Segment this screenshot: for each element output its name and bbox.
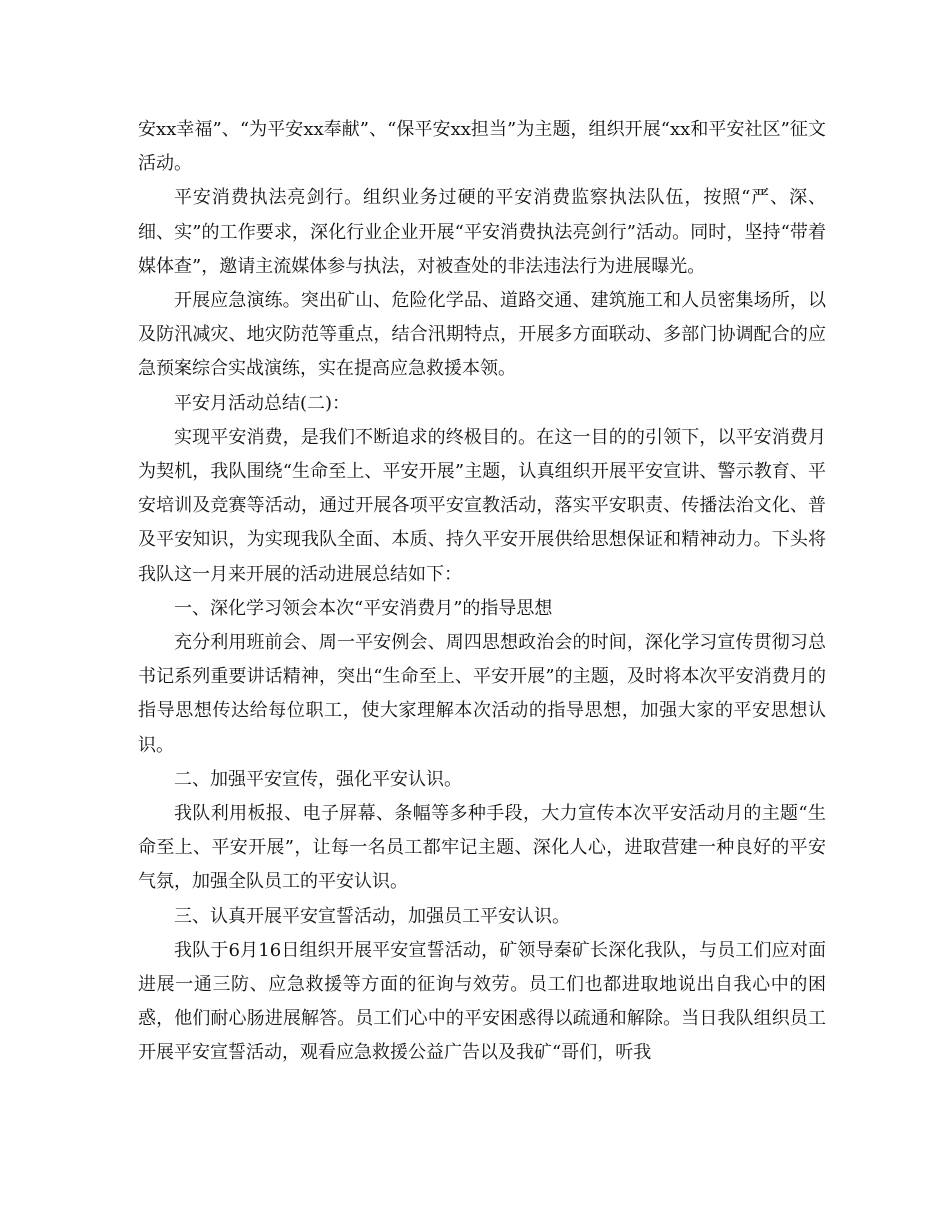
- paragraph-introduction: 实现平安消费，是我们不断追求的终极目的。在这一目的的引领下，以平安消费月为契机，我队围绕“生命至上、平安开展”主题，认真组织开展平安宣讲、警示教育、平安培训及竞赛等活动，通过开展各项平安宣教活动，落实平安职责、传播法治文化、普及平安知识，为实现我队全面、本质、持久平安开展供给思想保证和精神动力。下头将我队这一月来开展的活动进展总结如下：: [138, 426, 826, 585]
- paragraph-oath-activity: 我队于6月16日组织开展平安宣誓活动，矿领导秦矿长深化我队，与员工们应对面进展一通三防、应急救援等方面的征询与效劳。员工们也都进取地说出自我心中的困惑，他们耐心肠进展解答。员工们心中的平安困惑得以疏通和解除。当日我队组织员工开展平安宣誓活动，观看应急救援公益广告以及我矿“哥们，听我: [138, 939, 826, 1064]
- paragraph-emergency-drill: 开展应急演练。突出矿山、危险化学品、道路交通、建筑施工和人员密集场所，以及防汛减灾、地灾防范等重点，结合汛期特点，开展多方面联动、多部门协调配合的应急预案综合实战演练，实在提高应急救援本领。: [138, 290, 826, 380]
- paragraph-study-meetings: 充分利用班前会、周一平安例会、周四思想政治会的时间，深化学习宣传贯彻习总书记系列重要讲话精神，突出“生命至上、平安开展”的主题，及时将本次平安消费月的指导思想传达给每位职工，使大家理解本次活动的指导思想，加强大家的平安思想认识。: [138, 632, 826, 756]
- document-body: [138, 113, 826, 1071]
- section-heading-summary-two: 平安月活动总结(二)：: [174, 392, 351, 414]
- paragraph-law-enforcement: 平安消费执法亮剑行。组织业务过硬的平安消费监察执法队伍，按照“严、深、细、实”的工作要求，深化行业企业开展“平安消费执法亮剑行”活动。同时，坚持“带着媒体查”，邀请主流媒体参与执法，对被查处的非法违法行为进展曝光。: [138, 187, 826, 277]
- paragraph-essay-theme: 安xx幸福”、“为平安xx奉献”、“保平安xx担当”为主题，组织开展“xx和平安社区”征文活动。: [138, 119, 826, 175]
- section-heading-three: 三、认真开展平安宣誓活动，加强员工平安认识。: [174, 905, 570, 927]
- section-heading-two: 二、加强平安宣传，强化平安认识。: [174, 768, 462, 790]
- section-heading-one: 一、深化学习领会本次“平安消费月”的指导思想: [174, 597, 553, 619]
- paragraph-publicity: 我队利用板报、电子屏幕、条幅等多种手段，大力宣传本次平安活动月的主题“生命至上、平安开展”，让每一名员工都牢记主题、深化人心，进取营建一种良好的平安气氛，加强全队员工的平安认识。: [138, 803, 826, 893]
